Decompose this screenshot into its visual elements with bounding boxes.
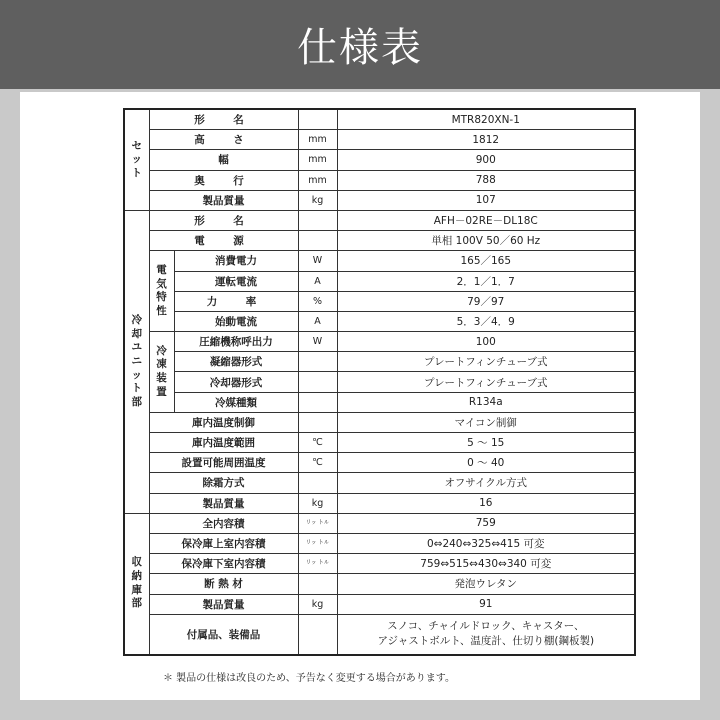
row-value: オフサイクル方式: [337, 473, 635, 493]
table-row: [124, 251, 635, 271]
row-unit: [298, 574, 337, 594]
row-value: プレートフィンチューブ式: [337, 372, 635, 392]
row-unit: [298, 352, 337, 372]
table-row: [124, 513, 635, 533]
value-line: アジャストボルト、温度計、仕切り棚(鋼板製): [377, 635, 595, 648]
row-item: 全内容積: [149, 513, 298, 533]
row-unit: [298, 412, 337, 432]
row-item: 庫内温度制御: [149, 412, 298, 432]
row-value: 0 ～ 40: [337, 453, 635, 473]
row-value: プレートフィンチューブ式: [337, 352, 635, 372]
row-item: 保冷庫下室内容積: [149, 554, 298, 574]
row-item: 高 さ: [149, 130, 298, 150]
table-row: [124, 392, 635, 412]
table-row: [124, 210, 635, 230]
row-item: 運転電流: [174, 271, 298, 291]
table-row: [124, 594, 635, 614]
row-unit: kg: [298, 594, 337, 614]
table-row: [124, 412, 635, 432]
row-item: 付属品、装備品: [149, 614, 298, 655]
row-item: 製品質量: [149, 594, 298, 614]
row-value: 91: [337, 594, 635, 614]
row-unit: [298, 210, 337, 230]
row-unit: リッ トル: [298, 554, 337, 574]
footnote: ＊ 製品の仕様は改良のため、予告なく変更する場合があります。: [163, 673, 455, 684]
row-unit: [298, 372, 337, 392]
row-value: 165／165: [337, 251, 635, 271]
subsection-label-refrigeration: 冷 凍 装 置: [149, 332, 174, 413]
row-item: 電 源: [149, 231, 298, 251]
row-item: 消費電力: [174, 251, 298, 271]
row-unit: kg: [298, 190, 337, 210]
row-item: 凝縮器形式: [174, 352, 298, 372]
row-item: 形 名: [149, 210, 298, 230]
row-item: 製品質量: [149, 190, 298, 210]
row-value: マイコン制御: [337, 412, 635, 432]
header-banner: [0, 0, 720, 89]
row-value: 788: [337, 170, 635, 190]
row-value: 16: [337, 493, 635, 513]
row-item: 圧縮機称呼出力: [174, 332, 298, 352]
row-value: R134a: [337, 392, 635, 412]
value-line: スノコ、チャイルドロック、キャスター、: [387, 619, 585, 632]
row-unit: %: [298, 291, 337, 311]
section-label-unit: 冷 却 ユ ニ ッ ト 部: [124, 210, 149, 513]
row-unit: [298, 392, 337, 412]
table-row: [124, 231, 635, 251]
row-unit: W: [298, 332, 337, 352]
subsection-label-electrical: 電 気 特 性: [149, 251, 174, 332]
row-unit: [298, 231, 337, 251]
table-row: [124, 453, 635, 473]
row-value: 107: [337, 190, 635, 210]
row-unit: リッ トル: [298, 513, 337, 533]
row-unit: ℃: [298, 453, 337, 473]
table-row: [124, 311, 635, 331]
spec-table: [123, 108, 636, 656]
row-unit: [298, 614, 337, 655]
table-row: [124, 433, 635, 453]
row-unit: ℃: [298, 433, 337, 453]
row-item: 庫内温度範囲: [149, 433, 298, 453]
table-row: [124, 533, 635, 553]
row-value: 1812: [337, 130, 635, 150]
row-unit: mm: [298, 130, 337, 150]
table-row: [124, 109, 635, 130]
row-value: AFH－02RE－DL18C: [337, 210, 635, 230]
row-value: 79／97: [337, 291, 635, 311]
page-title: 仕様表: [297, 25, 423, 71]
table-row: [124, 332, 635, 352]
section-label-set: セ ッ ト: [124, 109, 149, 210]
table-row: [124, 170, 635, 190]
row-item: 製品質量: [149, 493, 298, 513]
row-unit: リッ トル: [298, 533, 337, 553]
row-item: 設置可能周囲温度: [149, 453, 298, 473]
row-item: 冷媒種類: [174, 392, 298, 412]
row-item: 除霜方式: [149, 473, 298, 493]
table-row: [124, 614, 635, 655]
row-value: 900: [337, 150, 635, 170]
row-value: 759⇔515⇔430⇔340 可変: [337, 554, 635, 574]
row-value: 100: [337, 332, 635, 352]
row-unit: [298, 473, 337, 493]
row-unit: mm: [298, 170, 337, 190]
table-row: [124, 554, 635, 574]
row-value: MTR820XN-1: [337, 109, 635, 130]
row-value: [337, 614, 635, 655]
table-row: [124, 190, 635, 210]
row-item: 冷却器形式: [174, 372, 298, 392]
row-unit: A: [298, 271, 337, 291]
table-row: [124, 473, 635, 493]
table-row: [124, 130, 635, 150]
row-unit: A: [298, 311, 337, 331]
row-item: 奥 行: [149, 170, 298, 190]
row-unit: [298, 109, 337, 130]
row-value: 単相 100V 50／60 Hz: [337, 231, 635, 251]
row-value: 発泡ウレタン: [337, 574, 635, 594]
section-label-storage: 収 納 庫 部: [124, 513, 149, 654]
row-item: 始動電流: [174, 311, 298, 331]
table-row: [124, 493, 635, 513]
row-item: 力 率: [174, 291, 298, 311]
row-value: 5 ～ 15: [337, 433, 635, 453]
table-row: [124, 271, 635, 291]
table-row: [124, 291, 635, 311]
row-unit: kg: [298, 493, 337, 513]
row-item: 形 名: [149, 109, 298, 130]
row-item: 保冷庫上室内容積: [149, 533, 298, 553]
row-value: 0⇔240⇔325⇔415 可変: [337, 533, 635, 553]
table-row: [124, 574, 635, 594]
table-row: [124, 150, 635, 170]
row-item: 幅: [149, 150, 298, 170]
row-value: 2．1／1．7: [337, 271, 635, 291]
spec-card: [20, 92, 700, 700]
row-item: 断 熱 材: [149, 574, 298, 594]
row-unit: W: [298, 251, 337, 271]
table-row: [124, 352, 635, 372]
row-unit: mm: [298, 150, 337, 170]
row-value: 759: [337, 513, 635, 533]
row-value: 5．3／4．9: [337, 311, 635, 331]
table-row: [124, 372, 635, 392]
